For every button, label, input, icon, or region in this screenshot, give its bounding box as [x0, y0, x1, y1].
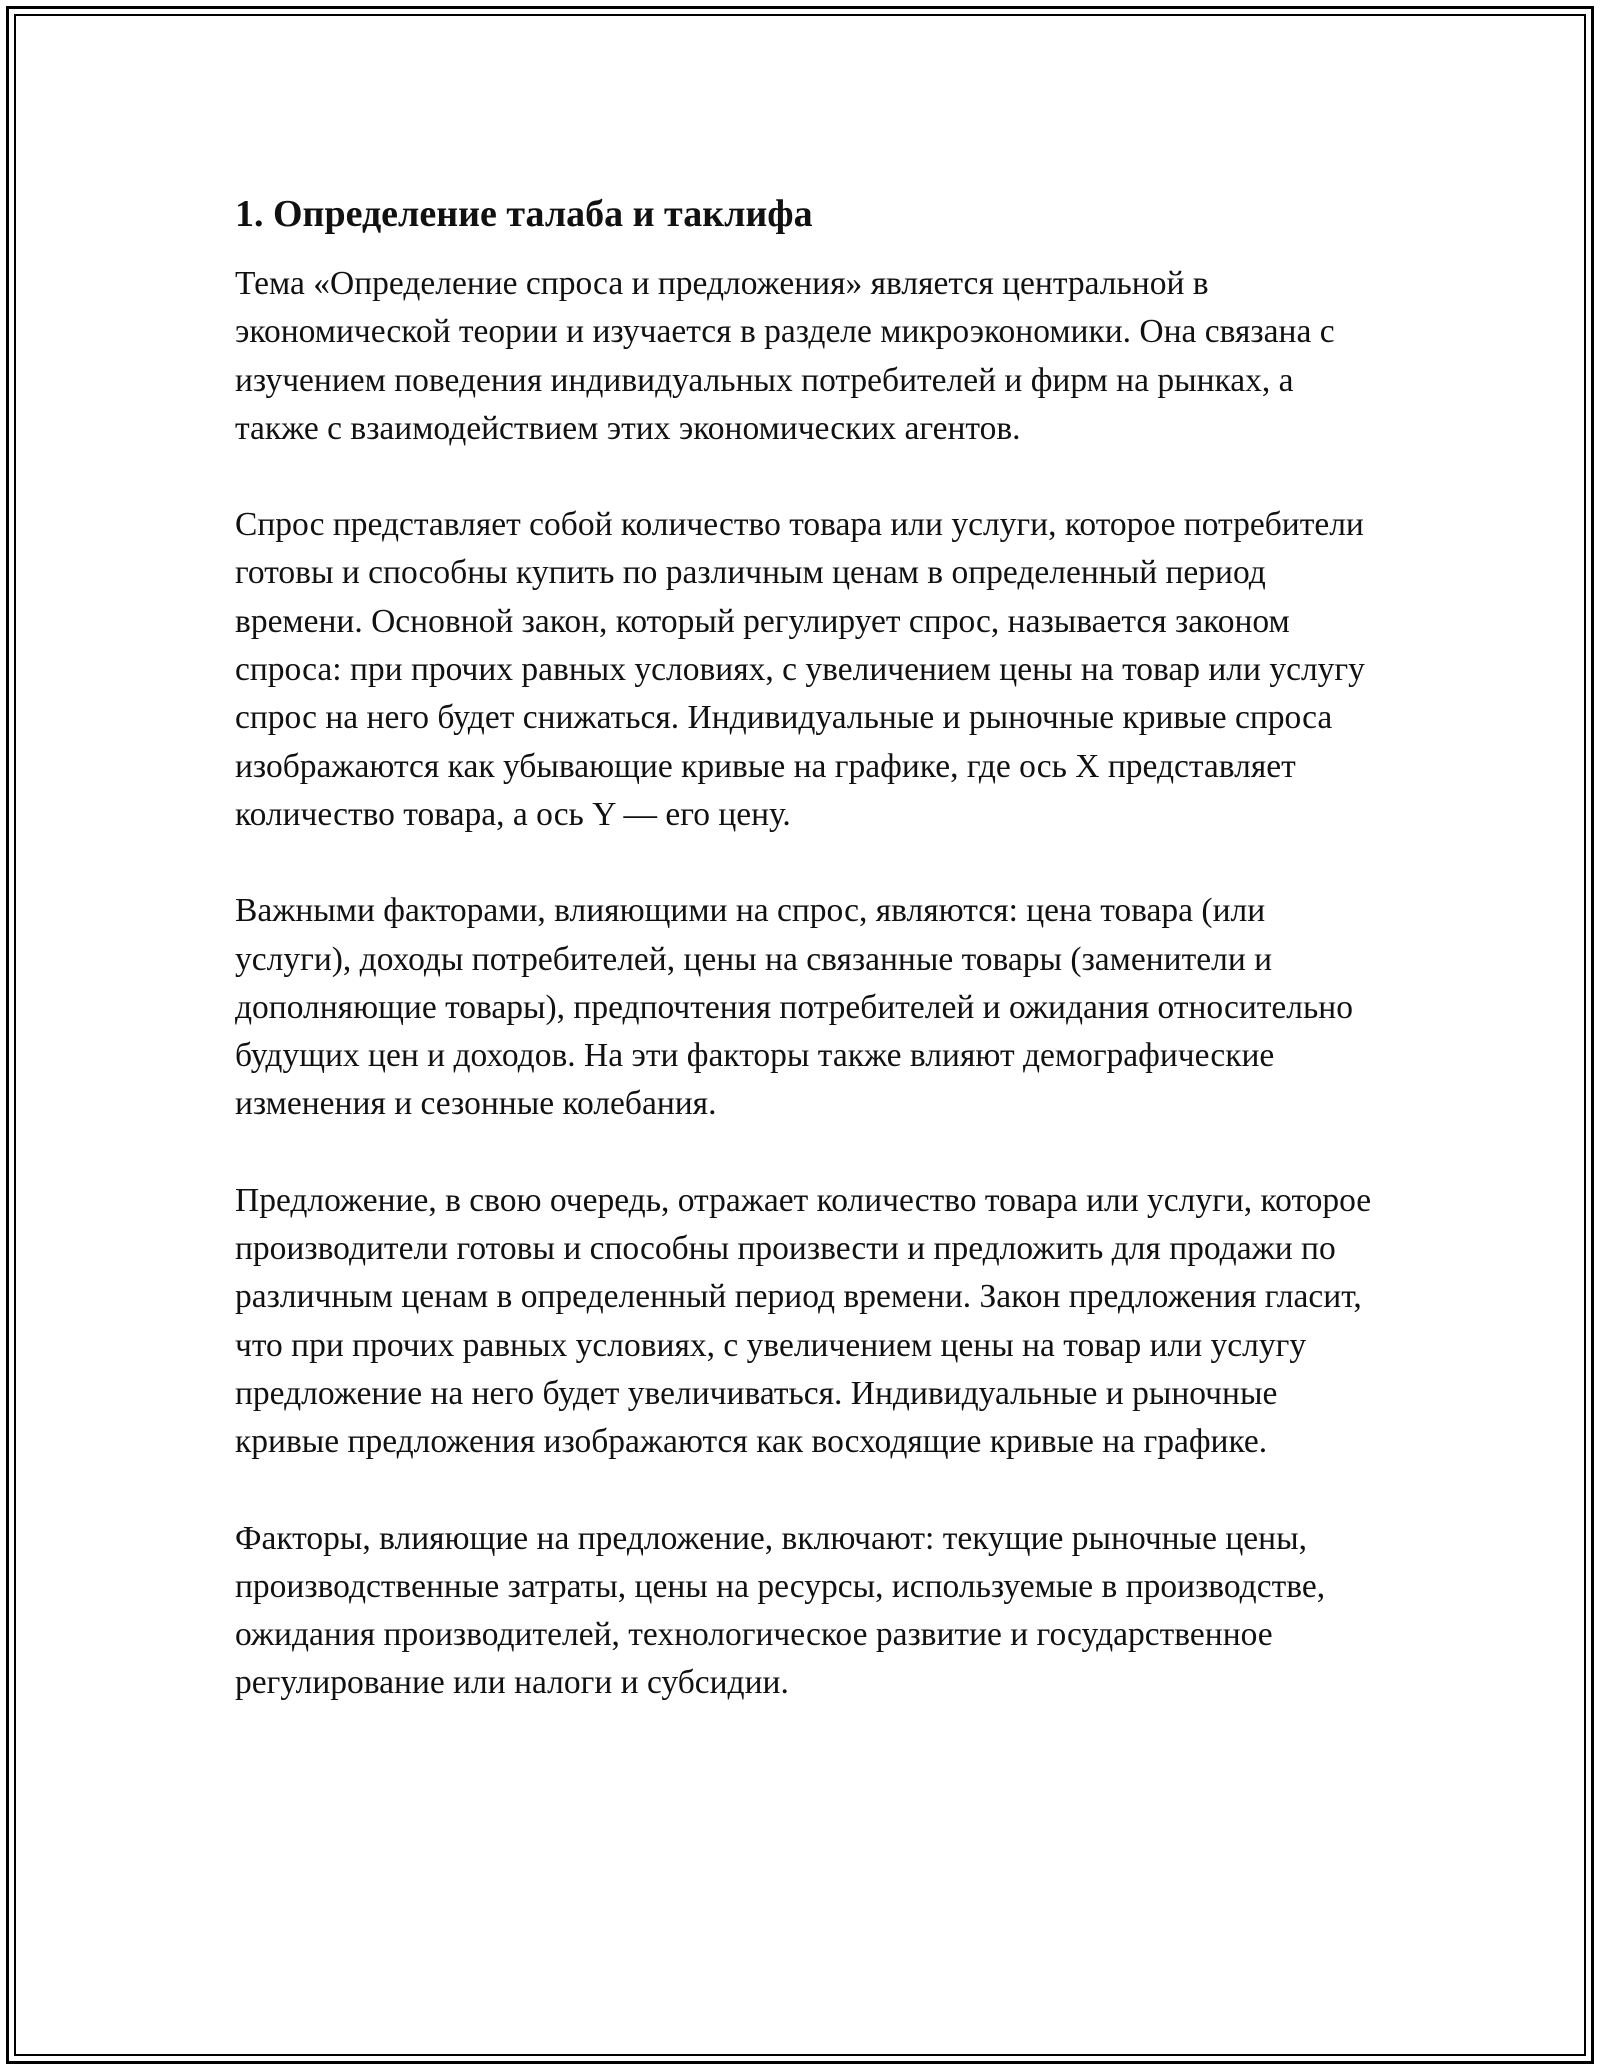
- paragraph-demand: Спрос представляет собой количество товара или услуги, которое потребители готовы и способны купить по различным ценам в определенный период времени. Основной закон, который регулирует спрос, называется законом спроса: при прочих равных условиях, с увеличением цены на товар или услугу спрос на него будет снижаться. Индивидуальные и рыночные кривые спроса изображаются как убывающие кривые на графике, где ось X представляет количество товара, а ось Y — его цену.: [235, 506, 1365, 833]
- paragraph-intro: Тема «Определение спроса и предложения» является центральной в экономической теории и изучается в разделе микроэкономики. Она связана с изучением поведения индивидуальных потребителей и фирм на рынках, а также с взаимодействием этих экономических агентов.: [235, 265, 1335, 447]
- paragraph-demand-factors: Важными факторами, влияющими на спрос, являются: цена товара (или услуги), доходы потребителей, цены на связанные товары (заменители и дополняющие товары), предпочтения потребителей и ожидания относительно будущих цен и доходов. На эти факторы также влияют демографические изменения и сезонные колебания.: [235, 892, 1353, 1123]
- section-heading: 1. Определение талаба и таклифа: [235, 193, 813, 235]
- paragraph-supply-factors: Факторы, влияющие на предложение, включают: текущие рыночные цены, производственные затраты, цены на ресурсы, используемые в производстве, ожидания производителей, технологическое развитие и государственное регулирование или налоги и субсидии.: [235, 1519, 1326, 1702]
- paragraph-supply: Предложение, в свою очередь, отражает количество товара или услуги, которое производители готовы и способны произвести и предложить для продажи по различным ценам в определенный период времени. Закон предложения гласит, что при прочих равных условиях, с увеличением цены на товар или услугу предложение на него будет увеличиваться. Индивидуальные и рыночные кривые предложения изображаются как восходящие кривые на графике.: [235, 1181, 1372, 1461]
- document-body: [235, 188, 1375, 1756]
